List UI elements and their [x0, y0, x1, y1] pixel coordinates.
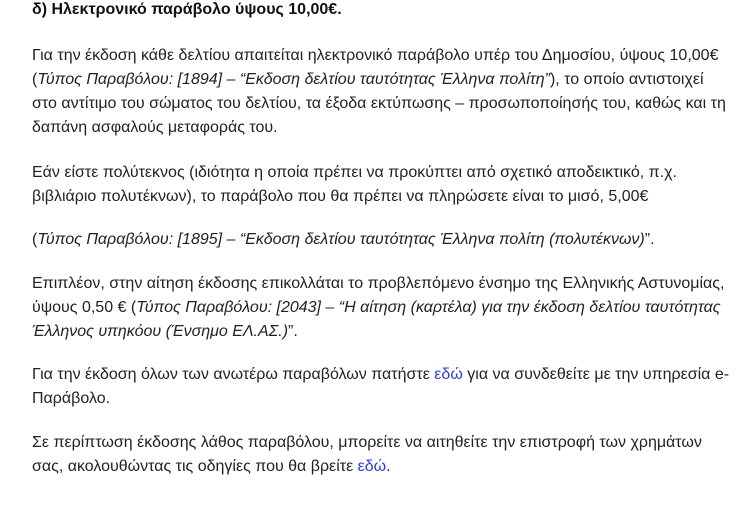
- fee-type-1895: Τύπος Παραβόλου: [1895] – “Εκδοση δελτίου ταυτότητας Έλληνα πολίτη (πολυτέκνων): [37, 231, 645, 248]
- stamp-paragraph: [32, 272, 732, 344]
- article-content: [32, 0, 732, 479]
- refund-text-start: Σε περίπτωση έκδοσης λάθος παραβόλου, μπορείτε να αιτηθείτε την επιστροφή των χρημάτων σας, ακολουθώντας τις οδηγίες που θα βρείτε: [32, 434, 702, 475]
- refund-text-end: .: [386, 458, 391, 475]
- quote-close: ”.: [644, 231, 655, 248]
- large-family-paragraph: [32, 161, 732, 209]
- large-family-fee-type-paragraph: [32, 228, 732, 252]
- large-family-text: Εάν είστε πολύτεκνος (ιδιότητα η οποία πρέπει να προκύπτει από σχετικό αποδεικτικό, π.χ. βιβλιάριο πολυτέκνων), το παράβολο που θα πρέπει να πληρώσετε είναι το μισό, 5,00€: [32, 164, 677, 205]
- fee-type-1894: Τύπος Παραβόλου: [1894] – “Εκδοση δελτίου ταυτότητας Έλληνα πολίτη”: [37, 71, 550, 88]
- fee-type-2043: Τύπος Παραβόλου: [2043] – “Η αίτηση (καρτέλα) για την έκδοση δελτίου ταυτότητας Έλληνος υπηκόου (Ένσημο ΕΛ.ΑΣ.): [32, 299, 721, 340]
- e-paravolo-link[interactable]: εδώ: [434, 366, 463, 383]
- e-paravolo-text-end: για να συνδεθείτε με την υπηρεσία e-Παράβολο.: [32, 366, 730, 407]
- fee-text-start: Για την έκδοση κάθε δελτίου απαιτείται ηλεκτρονικό παράβολο υπέρ του Δημοσίου, ύψους 10,00€ (: [32, 47, 719, 88]
- e-paravolo-paragraph: [32, 363, 732, 411]
- stamp-text-start: Επιπλέον, στην αίτηση έκδοσης επικολλάται το προβλεπόμενο ένσημο της Ελληνικής Αστυνομίας, ύψους 0,50 € (: [32, 275, 725, 316]
- refund-instructions-link[interactable]: εδώ: [357, 458, 387, 475]
- refund-paragraph: [32, 431, 732, 479]
- fee-paragraph: [32, 44, 732, 140]
- section-heading: δ) Ηλεκτρονικό παράβολο ύψους 10,00€.: [32, 1, 342, 18]
- paren-open: (: [32, 231, 38, 248]
- stamp-text-end: ”.: [288, 323, 298, 340]
- e-paravolo-text-start: Για την έκδοση όλων των ανωτέρω παραβόλων πατήστε: [32, 366, 435, 383]
- fee-text-end: ), το οποίο αντιστοιχεί στο αντίτιμο του σώματος του δελτίου, τα έξοδα εκτύπωσης – προσωποποίησής του, καθώς και τη δαπάνη ασφαλούς μεταφοράς του.: [32, 71, 726, 136]
